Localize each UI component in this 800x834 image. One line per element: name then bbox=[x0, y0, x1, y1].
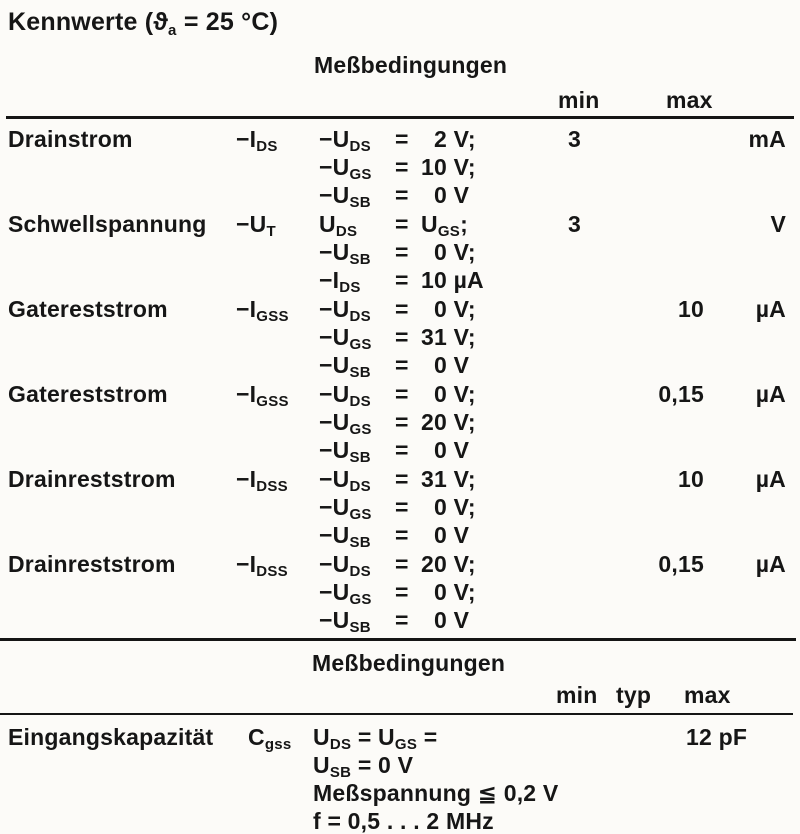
condition-line bbox=[313, 723, 554, 751]
condition-line bbox=[319, 295, 556, 323]
subscript-text: SB bbox=[329, 764, 352, 781]
table2-typ-column-header: typ bbox=[616, 682, 652, 708]
text-token: = bbox=[417, 724, 438, 750]
text-token: −U bbox=[319, 381, 350, 407]
text-token: 0 V; bbox=[421, 494, 476, 520]
unit-label: µA bbox=[755, 551, 786, 577]
condition-rhs bbox=[421, 267, 484, 293]
condition-rhs bbox=[421, 579, 476, 605]
text-token: −U bbox=[319, 522, 350, 548]
subscript-text: GSS bbox=[256, 393, 289, 410]
unit-label: mA bbox=[748, 126, 786, 152]
subscript-text: DS bbox=[256, 138, 278, 155]
parameter-name: Drainstrom bbox=[8, 126, 133, 152]
condition-rhs bbox=[421, 296, 476, 322]
subscript-text: DS bbox=[335, 223, 358, 240]
parameter-symbol bbox=[228, 550, 316, 582]
subscript-text: GS bbox=[349, 336, 372, 353]
condition-line bbox=[313, 751, 554, 779]
text-token: −U bbox=[319, 579, 350, 605]
conditions-cell bbox=[316, 550, 556, 634]
max-value: 0,15 bbox=[658, 551, 704, 577]
text-token: U bbox=[421, 211, 438, 237]
condition-line bbox=[313, 779, 559, 807]
subscript-text: DS bbox=[329, 736, 352, 753]
table-row bbox=[8, 547, 794, 636]
text-token: −U bbox=[236, 211, 267, 237]
min-value: 3 bbox=[568, 126, 581, 152]
condition-rhs bbox=[421, 239, 476, 265]
equals-sign: = bbox=[395, 126, 409, 152]
table1-top-rule bbox=[6, 116, 794, 119]
table2-min-column-header: min bbox=[556, 682, 598, 708]
condition-lhs bbox=[319, 181, 395, 213]
subscript-text: a bbox=[168, 22, 177, 39]
equals-sign: = bbox=[395, 239, 409, 265]
condition-line bbox=[319, 125, 556, 153]
table1-min-column-header: min bbox=[558, 87, 600, 113]
equals-sign: = bbox=[395, 352, 409, 378]
text-token: = 25 °C) bbox=[176, 8, 279, 36]
condition-line bbox=[319, 238, 556, 266]
condition-rhs bbox=[421, 324, 476, 350]
subscript-text: GS bbox=[349, 421, 372, 438]
text-token: 0 V bbox=[421, 607, 470, 633]
text-token: 0 V; bbox=[421, 381, 476, 407]
equals-sign: = bbox=[395, 579, 409, 605]
max-value: 12 pF bbox=[686, 724, 748, 750]
text-token: 2 V; bbox=[421, 126, 476, 152]
text-token: = U bbox=[351, 724, 395, 750]
condition-lhs bbox=[319, 521, 395, 553]
parameter-symbol bbox=[228, 125, 316, 157]
conditions-cell bbox=[316, 125, 556, 209]
subscript-text: GSS bbox=[256, 308, 289, 325]
text-token: 20 V; bbox=[421, 551, 476, 577]
parameter-name: Drainreststrom bbox=[8, 466, 176, 492]
text-token: 0 V bbox=[421, 522, 470, 548]
subscript-text: DS bbox=[349, 393, 371, 410]
text-token: 0 V bbox=[421, 182, 470, 208]
parameter-name: Schwellspannung bbox=[8, 211, 207, 237]
text-token: −U bbox=[319, 607, 350, 633]
subscript-text: GS bbox=[349, 506, 372, 523]
text-token: 31 V; bbox=[421, 466, 476, 492]
condition-line bbox=[319, 408, 556, 436]
subscript-text: DS bbox=[349, 563, 371, 580]
parameter-name: Eingangskapazität bbox=[8, 724, 214, 750]
table-row bbox=[8, 292, 794, 381]
conditions-cell bbox=[316, 210, 556, 294]
subscript-text: T bbox=[266, 223, 276, 240]
condition-rhs bbox=[421, 522, 469, 548]
text-token: ; bbox=[460, 211, 468, 237]
equals-sign: = bbox=[395, 324, 409, 350]
text-token: −U bbox=[319, 182, 350, 208]
equals-sign: = bbox=[395, 466, 409, 492]
condition-rhs bbox=[421, 437, 469, 463]
max-value: 10 bbox=[678, 466, 704, 492]
text-token: U bbox=[313, 724, 330, 750]
table2-body bbox=[8, 720, 794, 834]
condition-line bbox=[319, 550, 556, 578]
condition-lhs bbox=[319, 436, 395, 468]
condition-line bbox=[319, 266, 556, 294]
unit-label: µA bbox=[755, 381, 786, 407]
unit-label: V bbox=[770, 211, 786, 237]
subscript-text: SB bbox=[349, 364, 371, 381]
subscript-text: GS bbox=[394, 736, 418, 753]
condition-line bbox=[319, 436, 556, 464]
condition-line bbox=[319, 521, 556, 549]
condition-line bbox=[319, 606, 556, 634]
text-token: −I bbox=[236, 296, 257, 322]
subscript-text: SB bbox=[349, 449, 371, 466]
condition-rhs bbox=[421, 126, 476, 152]
subscript-text: DS bbox=[339, 279, 361, 296]
text-token: −U bbox=[319, 296, 350, 322]
subscript-text: DS bbox=[349, 138, 371, 155]
text-token: −I bbox=[236, 551, 257, 577]
text-token: −U bbox=[319, 437, 350, 463]
condition-line bbox=[319, 210, 556, 238]
table-row bbox=[8, 720, 794, 834]
condition-line bbox=[319, 153, 556, 181]
equals-sign: = bbox=[395, 267, 409, 293]
max-value: 10 bbox=[678, 296, 704, 322]
text-token: U bbox=[313, 752, 330, 778]
subscript-text: SB bbox=[349, 534, 371, 551]
subscript-text: SB bbox=[349, 194, 371, 211]
parameter-name: Drainreststrom bbox=[8, 551, 176, 577]
condition-line bbox=[319, 351, 556, 379]
equals-sign: = bbox=[395, 296, 409, 322]
condition-lhs bbox=[319, 606, 395, 638]
conditions-cell bbox=[316, 295, 556, 379]
condition-lhs bbox=[319, 266, 395, 298]
subscript-text: DSS bbox=[256, 478, 288, 495]
text-token: 10 V; bbox=[421, 154, 476, 180]
text-token: U bbox=[319, 211, 336, 237]
text-token: −U bbox=[319, 352, 350, 378]
condition-line bbox=[319, 493, 556, 521]
condition-rhs bbox=[421, 211, 468, 240]
subscript-text: DS bbox=[349, 478, 371, 495]
text-token: −U bbox=[319, 324, 350, 350]
equals-sign: = bbox=[395, 551, 409, 577]
text-token: 0 V; bbox=[421, 296, 476, 322]
text-token: −I bbox=[236, 126, 257, 152]
unit-label: µA bbox=[755, 296, 786, 322]
condition-rhs bbox=[421, 381, 476, 407]
equals-sign: = bbox=[395, 211, 409, 237]
condition-rhs bbox=[421, 551, 476, 577]
text-token: −U bbox=[319, 494, 350, 520]
text-token: −U bbox=[319, 409, 350, 435]
conditions-cell bbox=[316, 465, 556, 549]
text-token: −U bbox=[319, 551, 350, 577]
equals-sign: = bbox=[395, 522, 409, 548]
condition-rhs bbox=[421, 352, 469, 378]
text-token: −U bbox=[319, 466, 350, 492]
text-token: −I bbox=[236, 381, 257, 407]
equals-sign: = bbox=[395, 182, 409, 208]
text-token: Kennwerte (ϑ bbox=[8, 8, 169, 36]
text-token: f = 0,5 . . . 2 MHz bbox=[313, 808, 494, 834]
subscript-text: GS bbox=[349, 166, 372, 183]
equals-sign: = bbox=[395, 494, 409, 520]
table2-max-column-header: max bbox=[684, 682, 731, 708]
text-token: 20 V; bbox=[421, 409, 476, 435]
equals-sign: = bbox=[395, 154, 409, 180]
text-token: C bbox=[248, 724, 265, 750]
subscript-text: DSS bbox=[256, 563, 288, 580]
subscript-text: SB bbox=[349, 251, 371, 268]
min-value: 3 bbox=[568, 211, 581, 237]
table-row bbox=[8, 207, 794, 296]
parameter-name: Gatereststrom bbox=[8, 296, 168, 322]
condition-rhs bbox=[421, 182, 469, 208]
section-divider-rule bbox=[0, 638, 796, 641]
table-row bbox=[8, 462, 794, 551]
condition-rhs bbox=[421, 466, 476, 492]
condition-line bbox=[319, 578, 556, 606]
text-token: 0 V bbox=[421, 352, 470, 378]
condition-line bbox=[319, 323, 556, 351]
subscript-text: gss bbox=[264, 736, 292, 753]
conditions-cell bbox=[310, 723, 559, 834]
condition-line bbox=[313, 807, 554, 834]
parameter-symbol bbox=[228, 465, 316, 497]
condition-line bbox=[319, 181, 556, 209]
table2-top-rule bbox=[0, 713, 793, 715]
condition-line bbox=[319, 380, 556, 408]
subscript-text: SB bbox=[349, 619, 371, 636]
text-token: Meßspannung ≦ 0,2 V bbox=[313, 780, 559, 806]
condition-rhs bbox=[421, 494, 476, 520]
table1-max-column-header: max bbox=[666, 87, 713, 113]
subscript-text: GS bbox=[349, 591, 372, 608]
equals-sign: = bbox=[395, 437, 409, 463]
subscript-text: GS bbox=[437, 223, 461, 240]
parameter-symbol bbox=[228, 380, 316, 412]
table2-conditions-header: Meßbedingungen bbox=[312, 650, 506, 676]
table-row bbox=[8, 377, 794, 466]
text-token: 31 V; bbox=[421, 324, 476, 350]
equals-sign: = bbox=[395, 409, 409, 435]
parameter-symbol bbox=[240, 723, 310, 755]
equals-sign: = bbox=[395, 607, 409, 633]
table1-body bbox=[8, 122, 794, 636]
condition-line bbox=[319, 465, 556, 493]
condition-rhs bbox=[421, 607, 469, 633]
text-token: 0 V; bbox=[421, 239, 476, 265]
conditions-cell bbox=[316, 380, 556, 464]
text-token: −U bbox=[319, 126, 350, 152]
text-token: 10 µA bbox=[421, 267, 484, 293]
text-token: 0 V bbox=[421, 437, 470, 463]
condition-rhs bbox=[421, 409, 476, 435]
parameter-symbol bbox=[228, 210, 316, 242]
text-token: −I bbox=[319, 267, 340, 293]
condition-lhs bbox=[319, 351, 395, 383]
text-token: −I bbox=[236, 466, 257, 492]
unit-label: µA bbox=[755, 466, 786, 492]
parameter-symbol bbox=[228, 295, 316, 327]
max-value: 0,15 bbox=[658, 381, 704, 407]
subscript-text: DS bbox=[349, 308, 371, 325]
page-title bbox=[8, 8, 278, 37]
text-token: −U bbox=[319, 239, 350, 265]
table-row bbox=[8, 122, 794, 211]
text-token: −U bbox=[319, 154, 350, 180]
equals-sign: = bbox=[395, 381, 409, 407]
parameter-name: Gatereststrom bbox=[8, 381, 168, 407]
text-token: 0 V; bbox=[421, 579, 476, 605]
text-token: = 0 V bbox=[351, 752, 414, 778]
condition-rhs bbox=[421, 154, 476, 180]
table1-conditions-header: Meßbedingungen bbox=[314, 52, 508, 78]
